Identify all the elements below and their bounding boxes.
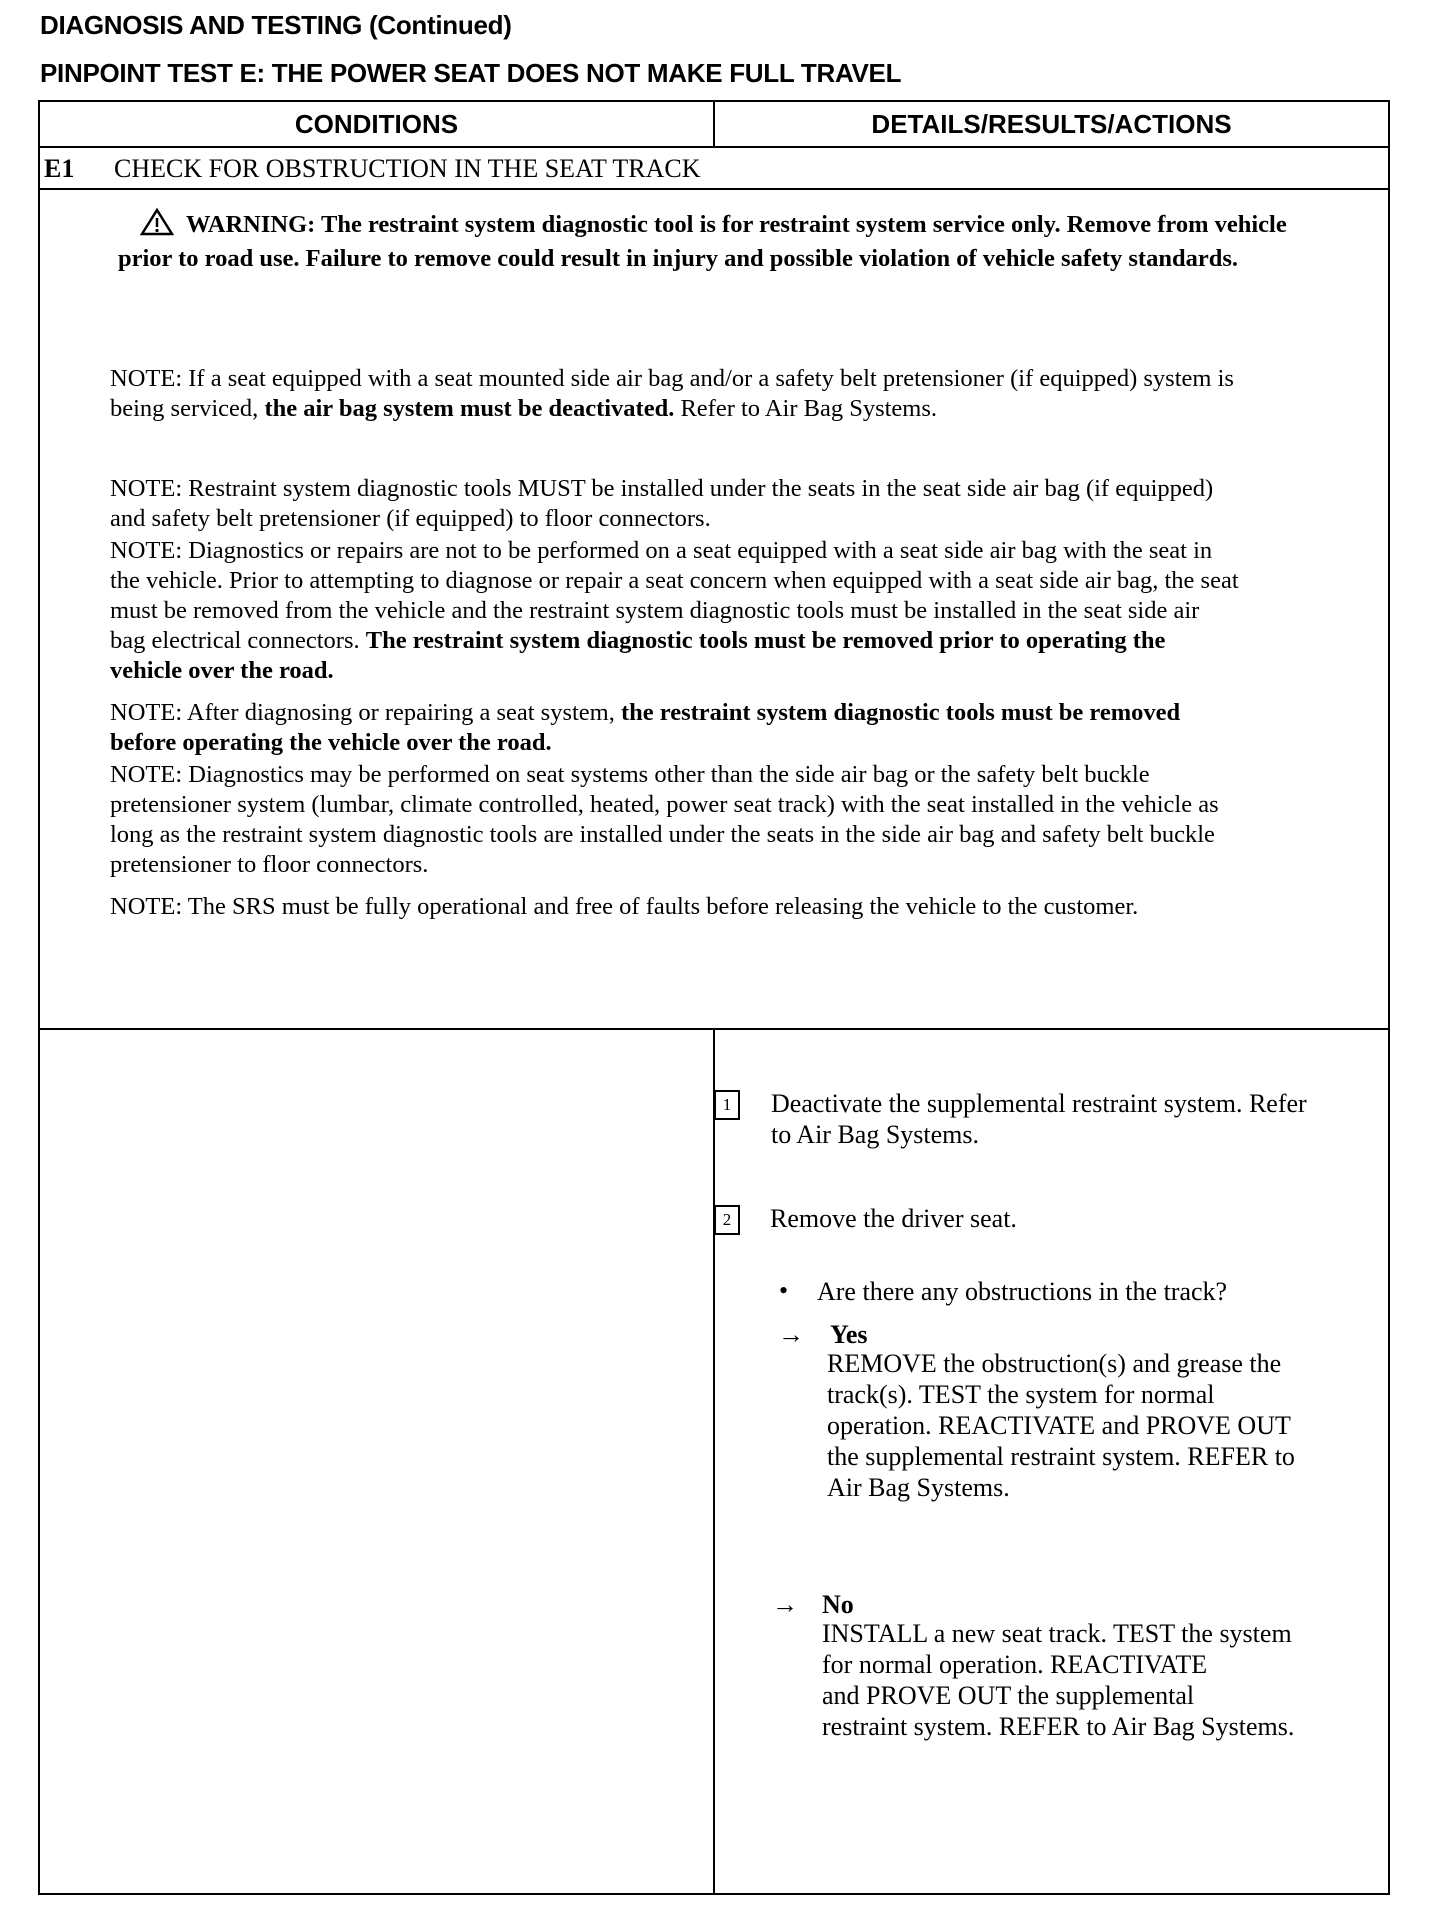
answer-yes-line: operation. REACTIVATE and PROVE OUT [827,1411,1291,1440]
question-text: Are there any obstructions in the track? [817,1277,1228,1306]
pinpoint-test-table [38,100,1390,1895]
answer-no-line: INSTALL a new seat track. TEST the system [822,1619,1292,1648]
note-emphasis: the air bag system must be deactivated. [264,395,675,422]
actions-section [40,1030,1388,1893]
note-text: NOTE: Diagnostics or repairs are not to be performed on a seat equipped with a seat side air bag with the seat in the vehicle. Prior to attempting to diagnose or repair a seat concern when equipped with a seat side air bag, the seat must be removed from the vehicle and the restraint system diagnostic tools must be installed in the seat side air bag electrical connectors. [110,537,1239,654]
note-airbag-deactivate [110,364,1240,424]
answer-yes-label: Yes [830,1320,868,1349]
answer-yes-line: REMOVE the obstruction(s) and grease the [827,1349,1282,1378]
step-1-line: Deactivate the supplemental restraint system. Refer [771,1089,1307,1118]
note-text: NOTE: Diagnostics may be performed on seat systems other than the side air bag or the safety belt buckle pretensioner system (lumbar, climate controlled, heated, power seat track) with the seat installed in the vehicle as long as the restraint system diagnostic tools are installed under the seats in the side air bag and safety belt buckle pretensioner to floor connectors. [110,761,1219,878]
step-1-text [771,1088,1307,1150]
answer-yes-line: track(s). TEST the system for normal [827,1380,1215,1409]
notes-section [40,190,1388,1030]
step-row [40,148,1388,190]
table-header-row [40,102,1388,148]
note-tools-installed [110,474,1240,534]
arrow-right-icon: → [772,1590,798,1619]
note-diagnostics-in-vehicle [110,536,1240,686]
pinpoint-test-title: PINPOINT TEST E: THE POWER SEAT DOES NOT MAKE FULL TRAVEL [40,58,902,88]
note-after-diagnosing [110,698,1240,758]
warning-paragraph [118,208,1318,274]
answer-yes-line: Air Bag Systems. [827,1473,1010,1502]
answer-no-line: restraint system. REFER to Air Bag Systems. [822,1712,1295,1741]
answer-no-line: for normal operation. REACTIVATE [822,1650,1208,1679]
details-column-header: DETAILS/RESULTS/ACTIONS [871,109,1232,139]
step-2-text: Remove the driver seat. [770,1204,1017,1233]
step-number-box: 2 [714,1205,740,1235]
note-text: NOTE: After diagnosing or repairing a seat system, [110,699,615,726]
note-other-seat-systems [110,760,1240,880]
answer-yes-line: the supplemental restraint system. REFER to [827,1442,1295,1471]
answer-yes-text [827,1348,1295,1503]
arrow-right-icon: → [778,1320,804,1349]
step-title: CHECK FOR OBSTRUCTION IN THE SEAT TRACK [114,154,701,183]
step-number-box: 1 [714,1090,740,1120]
note-emphasis: the restraint system diagnostic tools must be removed before operating the vehicle over the road. [110,699,1181,756]
warning-triangle-icon [140,208,174,244]
step-id: E1 [44,154,75,183]
conditions-column-header: CONDITIONS [40,102,715,146]
note-srs-operational [110,892,1240,922]
warning-text: WARNING: The restraint system diagnostic tool is for restraint system service only. Remove from vehicle prior to road use. Failure to remove could result in injury and possible violation of vehicle safety standards. [118,211,1287,272]
conditions-cell-empty [40,1030,715,1893]
note-text: NOTE: The SRS must be fully operational and free of faults before releasing the vehicle to the customer. [110,893,1139,920]
note-emphasis: The restraint system diagnostic tools must be removed prior to operating the vehicle over the road. [110,627,1166,684]
answer-no-label: No [822,1590,854,1619]
note-text: Refer to Air Bag Systems. [680,395,937,422]
answer-no-text [822,1618,1294,1742]
step-1-line: to Air Bag Systems. [771,1120,980,1149]
bullet-icon: • [779,1276,789,1305]
answer-no-line: and PROVE OUT the supplemental [822,1681,1195,1710]
note-text: NOTE: Restraint system diagnostic tools MUST be installed under the seats in the seat side air bag (if equipped) and safety belt pretensioner (if equipped) to floor connectors. [110,475,1214,532]
section-title: DIAGNOSIS AND TESTING (Continued) [40,10,512,40]
note-text: NOTE: If a seat equipped with a seat mounted side air bag and/or a safety belt pretensioner (if equipped) system is being serviced, [110,365,1234,422]
